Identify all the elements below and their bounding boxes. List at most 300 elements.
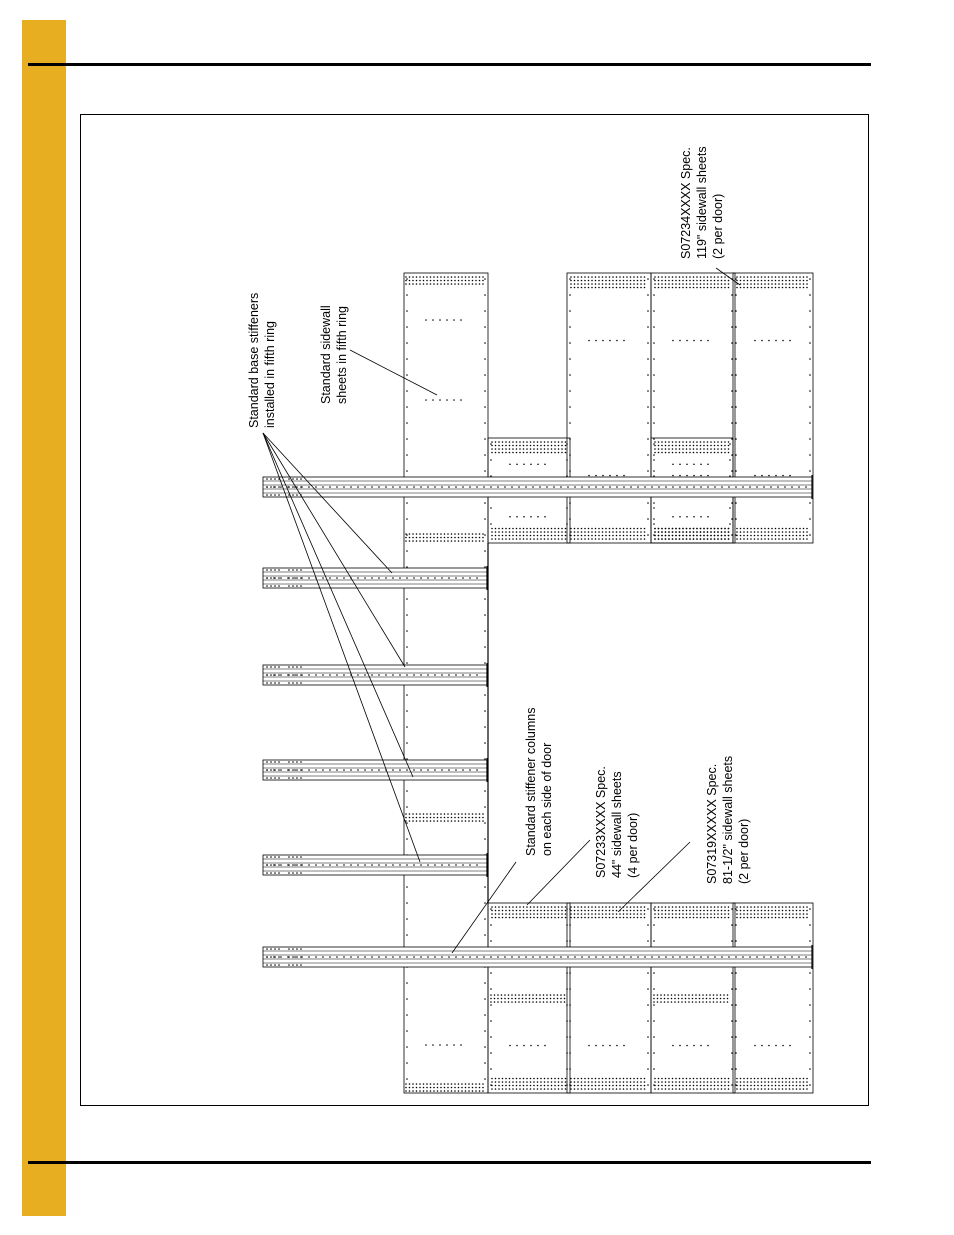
bolt-hole [537,917,539,919]
bolt-hole [768,538,770,540]
bolt-hole [616,486,618,488]
bolt-hole [505,1088,507,1090]
bolt-hole [630,535,632,537]
bolt-hole [385,956,387,958]
bolt-hole [803,287,805,289]
bolt-hole [728,910,730,912]
bolt-hole [703,906,705,908]
bolt-hole [675,280,677,282]
bolt-hole [561,1088,563,1090]
bolt-hole [675,1088,677,1090]
bolt-hole [547,1078,549,1080]
bolt-hole [566,459,568,461]
bolt-hole [750,283,752,285]
bolt-hole [605,1088,607,1090]
bolt-hole [550,1001,552,1003]
bolt-hole [717,1088,719,1090]
bolt-hole [637,1078,639,1080]
bolt-hole [278,948,280,950]
bolt-hole [612,913,614,915]
bolt-hole [476,486,478,488]
bolt-hole [754,1078,756,1080]
bolt-hole [616,340,618,342]
bolt-hole [619,1085,621,1087]
bolt-hole [433,537,435,539]
bolt-hole [519,531,521,533]
bolt-hole [637,287,639,289]
bolt-hole [399,769,401,771]
bolt-hole [584,917,586,919]
bolt-hole [654,441,656,443]
bolt-hole [308,577,310,579]
bolt-hole [771,535,773,537]
bolt-hole [423,1087,425,1089]
bolt-hole [710,452,712,454]
bolt-hole [789,475,791,477]
bolt-hole [743,1078,745,1080]
bolt-hole [274,682,276,684]
bolt-hole [406,598,408,600]
bolt-hole [754,538,756,540]
bolt-hole [775,531,777,533]
bolt-hole [653,1004,655,1006]
bolt-hole [530,913,532,915]
bolt-hole [495,906,497,908]
bolt-hole [633,531,635,533]
bolt-hole [693,1088,695,1090]
bolt-hole [554,445,556,447]
bolt-hole [371,956,373,958]
bolt-hole [658,906,660,908]
bolt-hole [577,287,579,289]
bolt-hole [385,674,387,676]
bolt-hole [537,535,539,537]
bolt-hole [430,283,432,285]
bolt-hole [519,535,521,537]
bolt-hole [686,1085,688,1087]
bolt-hole [270,478,272,480]
bolt-hole [796,276,798,278]
bolt-hole [566,940,568,942]
bolt-hole [682,287,684,289]
bolt-hole [693,287,695,289]
bolt-hole [591,531,593,533]
bolt-hole [806,1081,808,1083]
bolt-hole [350,956,352,958]
bolt-hole [689,452,691,454]
bolt-hole [491,531,493,533]
bolt-hole [425,1044,427,1046]
bolt-hole [584,276,586,278]
bolt-hole [682,910,684,912]
bolt-hole [437,1087,439,1089]
bolt-hole [544,463,546,465]
bolt-hole [775,538,777,540]
bolt-hole [405,1090,407,1092]
bolt-hole [584,283,586,285]
bolt-hole [754,531,756,533]
bolt-hole [784,956,786,958]
bolt-hole [465,540,467,542]
bolt-hole [714,1085,716,1087]
bolt-hole [724,287,726,289]
bolt-hole [747,276,749,278]
bolt-hole [288,478,290,480]
bolt-hole [661,1088,663,1090]
bolt-hole [484,566,486,568]
bolt-hole [761,1081,763,1083]
bolt-hole [409,276,411,278]
bolt-hole [658,913,660,915]
bolt-hole [462,864,464,866]
bolt-hole [668,448,670,450]
bolt-hole [547,531,549,533]
bolt-hole [707,486,709,488]
bolt-hole [602,535,604,537]
bolt-hole [609,475,611,477]
bolt-hole [714,1081,716,1083]
bolt-hole [771,1078,773,1080]
bolt-hole [300,761,302,763]
bolt-hole [516,531,518,533]
bolt-hole [693,1081,695,1083]
bolt-hole [420,486,422,488]
bolt-hole [413,769,415,771]
bolt-hole [490,908,492,910]
bolt-hole [502,1088,504,1090]
bolt-hole [479,1090,481,1092]
bolt-hole [682,441,684,443]
bolt-hole [308,864,310,866]
bolt-hole [343,864,345,866]
bolt-hole [420,769,422,771]
bolt-hole [803,276,805,278]
bolt-hole [484,998,486,1000]
bolt-hole [771,276,773,278]
bolt-hole [806,276,808,278]
bolt-hole [416,533,418,535]
bolt-hole [693,276,695,278]
bolt-hole [799,1081,801,1083]
bolt-hole [647,438,649,440]
bolt-hole [700,906,702,908]
bolt-hole [809,940,811,942]
bolt-hole [440,1083,442,1085]
bolt-hole [565,1078,567,1080]
bolt-hole [782,1081,784,1083]
bolt-hole [547,538,549,540]
bolt-hole [731,294,733,296]
bolt-hole [357,674,359,676]
bolt-hole [588,287,590,289]
bolt-hole [292,478,294,480]
bolt-hole [806,528,808,530]
bolt-hole [609,283,611,285]
bolt-hole [430,1087,432,1089]
bolt-hole [602,910,604,912]
bolt-hole [682,1088,684,1090]
bolt-hole [736,1088,738,1090]
bolt-hole [574,917,576,919]
bolt-hole [412,533,414,535]
bolt-hole [658,528,660,530]
bolt-hole [468,283,470,285]
bolt-hole [529,998,531,1000]
bolt-hole [560,956,562,958]
bolt-hole [647,342,649,344]
bolt-hole [288,585,290,587]
bolt-hole [570,276,572,278]
bolt-hole [458,540,460,542]
bolt-hole [640,1081,642,1083]
bolt-hole [444,1090,446,1092]
bolt-hole [714,486,716,488]
bolt-hole [675,283,677,285]
bolt-hole [658,956,660,958]
bolt-hole [644,538,646,540]
bolt-hole [558,441,560,443]
bolt-hole [526,535,528,537]
bolt-hole [296,777,298,779]
bolt-hole [686,956,688,958]
bolt-hole [681,994,683,996]
bolt-hole [768,1088,770,1090]
bolt-hole [728,283,730,285]
bolt-hole [581,486,583,488]
bolt-hole [609,910,611,912]
bolt-hole [806,287,808,289]
bolt-hole [696,276,698,278]
bolt-hole [674,998,676,1000]
bolt-hole [771,910,773,912]
bolt-hole [554,452,556,454]
bolt-hole [469,674,471,676]
bolt-hole [679,287,681,289]
bolt-hole [433,280,435,282]
bolt-hole [754,1081,756,1083]
bolt-hole [412,817,414,819]
bolt-hole [406,438,408,440]
bolt-hole [296,494,298,496]
bolt-hole [491,910,493,912]
bolt-hole [460,1044,462,1046]
bolt-hole [743,1081,745,1083]
bolt-hole [661,452,663,454]
bolt-hole [703,280,705,282]
bolt-hole [707,452,709,454]
bolt-hole [523,535,525,537]
bolt-hole [679,441,681,443]
bolt-hole [502,535,504,537]
bolt-hole [343,486,345,488]
bolt-hole [647,326,649,328]
bolt-hole [495,1088,497,1090]
bolt-hole [717,1078,719,1080]
bolt-hole [721,1081,723,1083]
bolt-hole [626,276,628,278]
bolt-hole [714,1088,716,1090]
bolt-hole [461,276,463,278]
bolt-hole [717,1081,719,1083]
bolt-hole [647,518,649,520]
bolt-hole [743,906,745,908]
bolt-hole [522,994,524,996]
bolt-hole [357,577,359,579]
bolt-hole [605,283,607,285]
bolt-hole [803,538,805,540]
bolt-hole [809,1036,811,1038]
bolt-hole [292,864,294,866]
bolt-hole [405,1083,407,1085]
bolt-hole [731,342,733,344]
bolt-hole [505,1085,507,1087]
bolt-hole [465,537,467,539]
bolt-hole [775,340,777,342]
bolt-hole [598,1081,600,1083]
bolt-hole [364,769,366,771]
bolt-hole [626,538,628,540]
bolt-hole [441,674,443,676]
bolt-hole [425,399,427,401]
bolt-hole [288,569,290,571]
bolt-hole [509,535,511,537]
bolt-hole [623,340,625,342]
bolt-hole [771,538,773,540]
bolt-hole [654,1088,656,1090]
bolt-hole [472,283,474,285]
bolt-hole [700,486,702,488]
bolt-hole [288,761,290,763]
bolt-hole [495,913,497,915]
bolt-hole [526,445,528,447]
bolt-hole [717,906,719,908]
bolt-hole [803,1088,805,1090]
bolt-hole [523,445,525,447]
bolt-hole [482,537,484,539]
bolt-hole [595,528,597,530]
bolt-hole [444,813,446,815]
bolt-hole [707,1045,709,1047]
bolt-hole [668,441,670,443]
bolt-hole [735,390,737,392]
bolt-hole [274,585,276,587]
bolt-hole [778,1088,780,1090]
bolt-hole [430,533,432,535]
label-spec-119 [679,143,725,259]
bolt-hole [672,276,674,278]
bolt-hole [707,531,709,533]
bolt-hole [551,917,553,919]
bolt-hole [682,917,684,919]
bolt-hole [747,1078,749,1080]
bolt-hole [494,994,496,996]
bolt-hole [584,538,586,540]
bolt-hole [526,906,528,908]
bolt-hole [498,531,500,533]
bolt-hole [630,531,632,533]
bolt-hole [768,340,770,342]
bolt-hole [516,448,518,450]
bolt-hole [728,1078,730,1080]
bolt-hole [448,864,450,866]
bolt-hole [633,283,635,285]
bolt-hole [693,463,695,465]
bolt-hole [675,287,677,289]
bolt-hole [665,287,667,289]
bolt-hole [616,283,618,285]
bolt-hole [455,486,457,488]
bolt-hole [682,1081,684,1083]
bolt-hole [644,535,646,537]
bolt-hole [799,531,801,533]
bolt-hole [764,531,766,533]
bolt-hole [682,528,684,530]
bolt-hole [270,856,272,858]
bolt-hole [644,1081,646,1083]
bolt-hole [495,445,497,447]
bolt-hole [444,540,446,542]
bolt-hole [693,531,695,533]
bolt-hole [644,917,646,919]
bolt-hole [728,448,730,450]
bolt-hole [479,280,481,282]
bolt-hole [482,820,484,822]
bolt-hole [770,956,772,958]
bolt-hole [440,280,442,282]
bolt-hole [707,913,709,915]
bolt-hole [498,917,500,919]
bolt-hole [672,486,674,488]
bolt-hole [672,340,674,342]
bolt-hole [700,538,702,540]
bolt-hole [609,287,611,289]
bolt-hole [406,390,408,392]
bolt-hole [516,913,518,915]
bolt-hole [720,1001,722,1003]
bolt-hole [544,448,546,450]
bolt-hole [602,280,604,282]
bolt-hole [539,998,541,1000]
bolt-hole [717,445,719,447]
bolt-hole [495,535,497,537]
bolt-hole [540,906,542,908]
base-stiffener-3 [263,758,487,782]
bolt-hole [406,694,408,696]
bolt-hole [540,1088,542,1090]
bolt-hole [512,913,514,915]
bolt-hole [750,917,752,919]
bolt-hole [602,475,604,477]
bolt-hole [661,535,663,537]
bolt-hole [623,1085,625,1087]
bolt-hole [728,452,730,454]
bolt-hole [644,913,646,915]
bolt-hole [735,1020,737,1022]
bolt-hole [809,326,811,328]
bolt-hole [717,535,719,537]
bolt-hole [525,1001,527,1003]
bolt-hole [588,1045,590,1047]
bolt-hole [595,276,597,278]
bolt-hole [721,906,723,908]
bolt-hole [315,864,317,866]
bolt-hole [498,445,500,447]
bolt-hole [736,1081,738,1083]
bolt-hole [530,1045,532,1047]
bolt-hole [686,445,688,447]
bolt-hole [484,1014,486,1016]
bolt-hole [588,1081,590,1083]
